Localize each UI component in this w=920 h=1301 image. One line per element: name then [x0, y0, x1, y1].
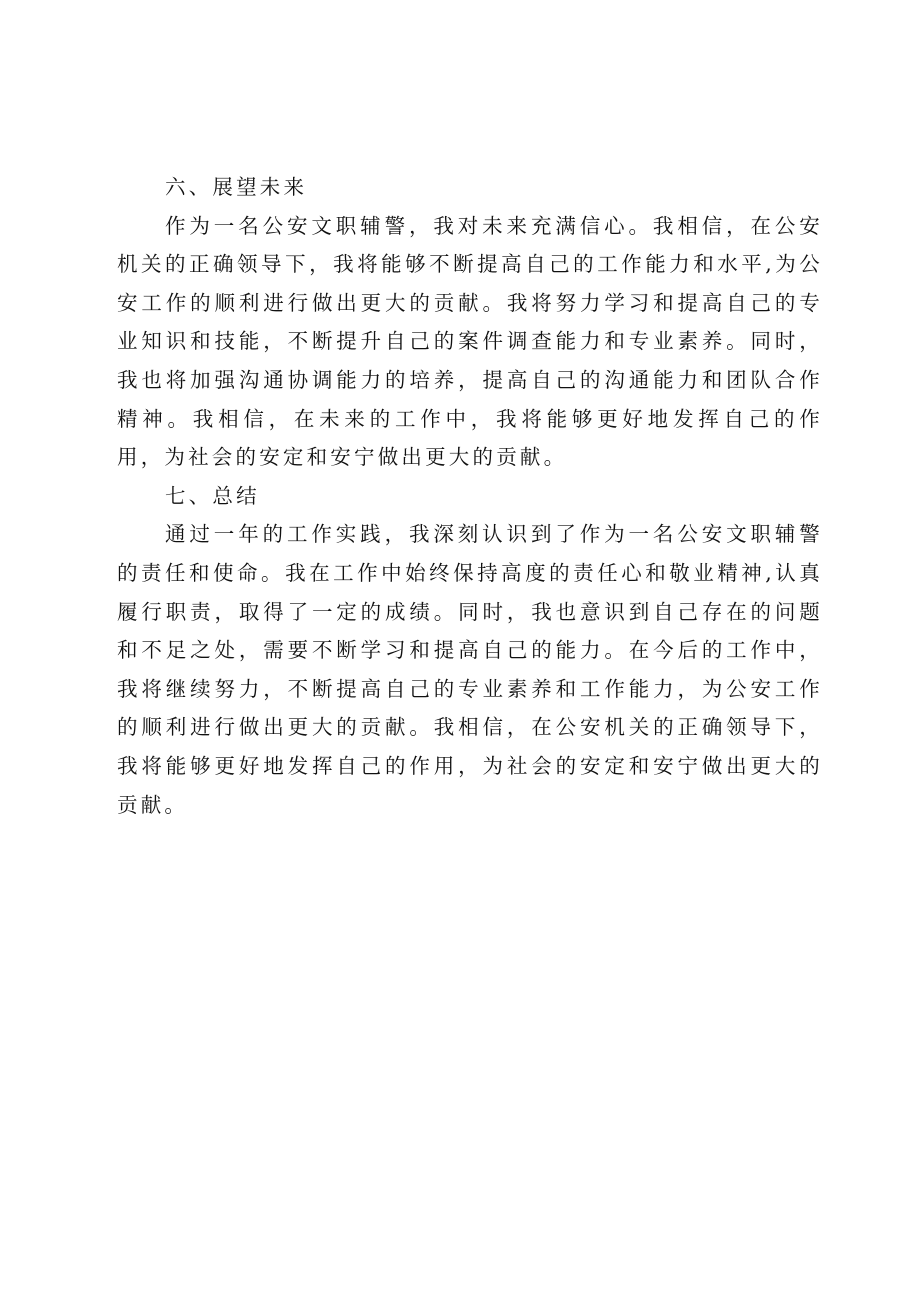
section-paragraph-outlook: 作为一名公安文职辅警，我对未来充满信心。我相信，在公安机关的正确领导下，我将能够不断提高自己的工作能力和水平,为公安工作的顺利进行做出更大的贡献。我将努力学习和提高自己的专业知识和技能，不断提升自己的案件调查能力和专业素养。同时，我也将加强沟通协调能力的培养，提高自己的沟通能力和团队合作精神。我相信，在未来的工作中，我将能够更好地发挥自己的作用，为社会的安定和安宁做出更大的贡献。 [117, 213, 823, 470]
section-heading-summary: 七、总结 [165, 483, 260, 508]
document-body [117, 168, 823, 824]
section-heading-outlook: 六、展望未来 [165, 175, 308, 199]
section-paragraph-summary: 通过一年的工作实践，我深刻认识到了作为一名公安文职辅警的责任和使命。我在工作中始终保持高度的责任心和敬业精神,认真履行职责，取得了一定的成绩。同时，我也意识到自己存在的问题和不足之处，需要不断学习和提高自己的能力。在今后的工作中，我将继续努力，不断提高自己的专业素养和工作能力，为公安工作的顺利进行做出更大的贡献。我相信，在公安机关的正确领导下，我将能够更好地发挥自己的作用，为社会的安定和安宁做出更大的贡献。 [117, 522, 823, 817]
